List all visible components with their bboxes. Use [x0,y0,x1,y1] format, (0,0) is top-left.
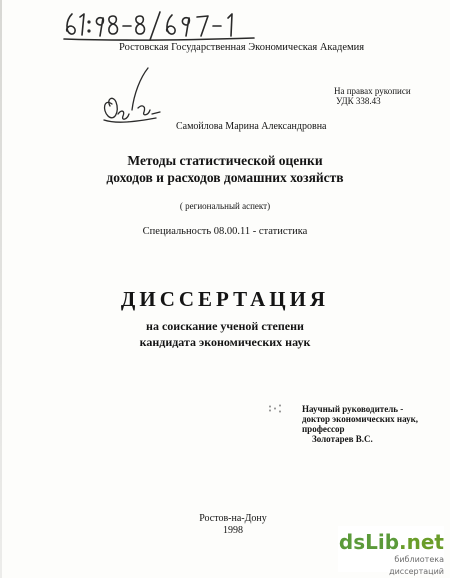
specialty-line: Специальность 08.00.11 - статистика [142,226,308,237]
year: 1998 [223,525,243,536]
dslib-tagline: библиотека диссертаций [389,555,444,576]
dslib-logo [338,530,444,554]
dslib-watermark [338,526,444,576]
degree-description [0,318,450,350]
handwritten-signature [98,64,164,126]
author-name: Самойлова Марина Александровна [176,121,327,132]
supervisor-line-3: профессор [302,424,345,434]
city: Ростов-на-Дону [199,513,267,524]
logo-suffix: .net [399,530,444,554]
title-line-1: Методы статистической оценки [127,153,323,168]
margin-tick-marks [268,404,284,414]
academy-name: Ростовская Государственная Экономическая Академия [119,42,365,53]
logo-main: dsLib [338,530,400,554]
degree-line-1: на соискание ученой степени [146,319,304,333]
udk-code: УДК 338.43 [336,96,381,106]
title-line-2: доходов и расходов домашних хозяйств [106,170,344,185]
supervisor-line-4: Золотарев В.С. [312,434,373,444]
handwritten-catalog-code [62,8,258,44]
dissertation-heading: ДИССЕРТАЦИЯ [120,287,330,311]
supervisor-line-2: доктор экономических наук, [302,414,419,424]
scientific-supervisor [302,404,418,444]
degree-line-2: кандидата экономических наук [139,335,311,349]
manuscript-rights-label: На правах рукописи [334,86,411,96]
dissertation-title [0,152,450,186]
supervisor-line-1: Научный руководитель - [302,404,404,414]
regional-aspect-note: ( региональный аспект) [179,201,271,211]
